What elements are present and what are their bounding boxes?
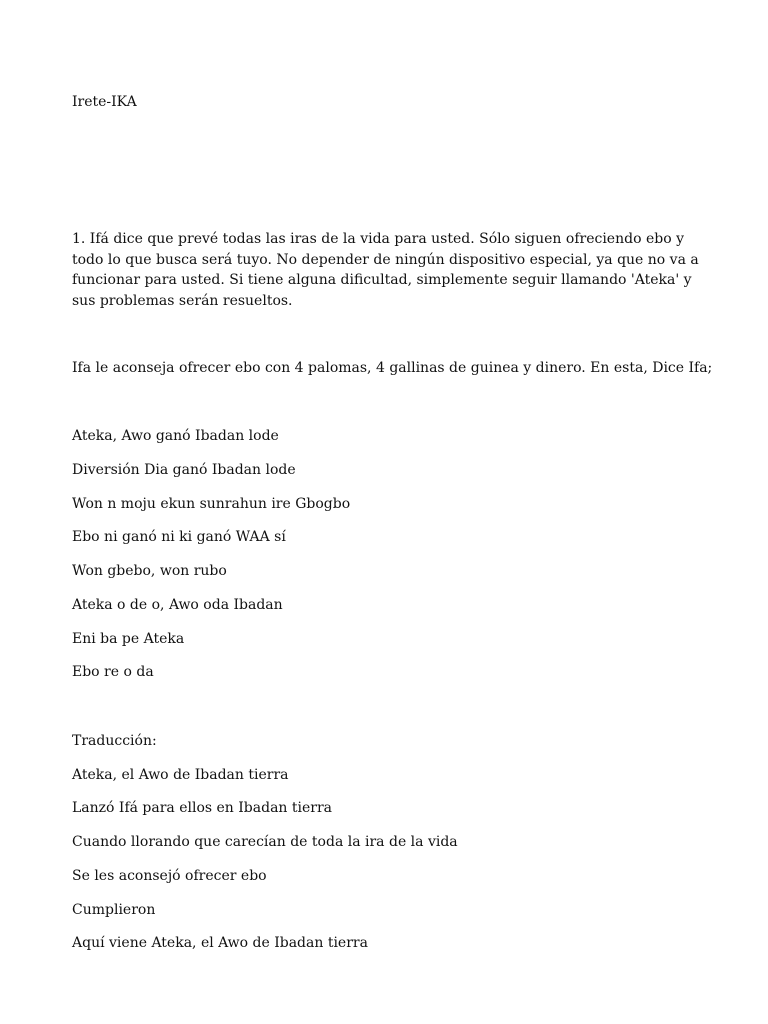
verse-line: Ebo re o da: [72, 664, 154, 680]
verse-line: Ebo ni ganó ni ki ganó WAA sí: [72, 529, 286, 545]
translation-line: Lanzó Ifá para ellos en Ibadan tierra: [72, 800, 333, 816]
document-title: Irete-IKA: [72, 94, 137, 110]
verse-line: Eni ba pe Ateka: [72, 631, 185, 647]
translation-line: Aquí viene Ateka, el Awo de Ibadan tierra: [72, 935, 368, 951]
paragraph-2: Ifa le aconseja ofrecer ebo con 4 palomas, 4 gallinas de guinea y dinero. En esta, Dice Ifa;: [72, 360, 713, 376]
verse-line: Diversión Dia ganó Ibadan lode: [72, 462, 296, 478]
verse-line: Won n moju ekun sunrahun ire Gbogbo: [72, 496, 351, 512]
verse-line: Ateka o de o, Awo oda Ibadan: [72, 597, 283, 613]
translation-line: Cuando llorando que carecían de toda la ira de la vida: [72, 834, 458, 850]
verse-line: Won gbebo, won rubo: [72, 563, 227, 579]
verse-line: Ateka, Awo ganó Ibadan lode: [72, 428, 279, 444]
translation-line: Cumplieron: [72, 902, 156, 918]
translation-line: Ateka, el Awo de Ibadan tierra: [72, 767, 289, 783]
translation-heading: Traducción:: [72, 733, 157, 749]
translation-line: Se les aconsejó ofrecer ebo: [72, 868, 267, 884]
paragraph-1: 1. Ifá dice que prevé todas las iras de la vida para usted. Sólo siguen ofreciendo ebo y todo lo que busca será tuyo. No depender de ningún dispositivo especial, ya que no va a funcionar para usted. Si tiene alguna dificultad, simplemente seguir llamando 'Ateka' y sus problemas serán resueltos.: [72, 231, 699, 309]
